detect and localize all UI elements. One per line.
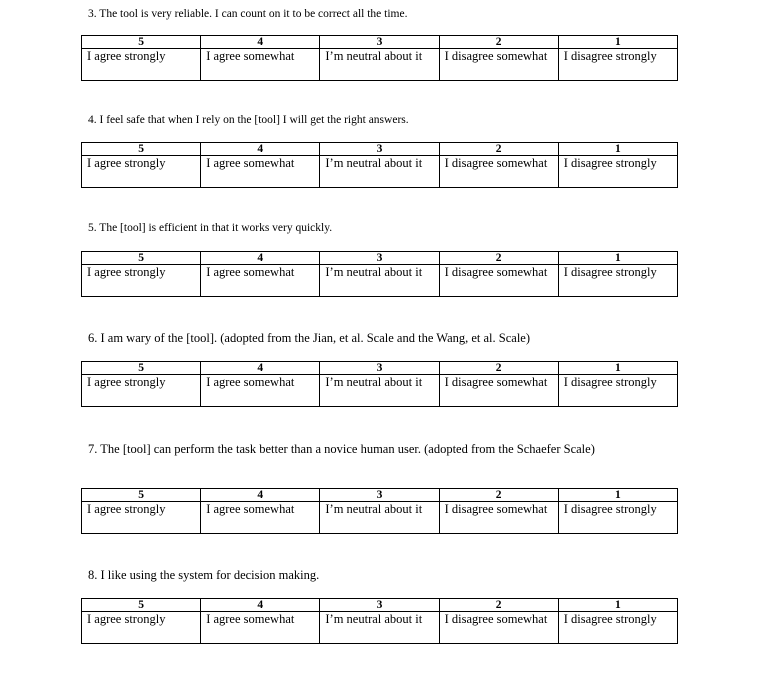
scale-number: 5	[82, 36, 201, 49]
scale-number: 1	[558, 143, 677, 156]
question-8-text: 8. I like using the system for decision making.	[88, 568, 320, 582]
scale-number: 2	[439, 252, 558, 265]
scale-label: I disagree somewhat	[439, 375, 558, 407]
scale-label: I agree strongly	[82, 612, 201, 644]
scale-number: 2	[439, 599, 558, 612]
scale-number: 5	[82, 362, 201, 375]
question-5-text: 5. The [tool] is efficient in that it works very quickly.	[88, 222, 333, 234]
scale-label: I disagree somewhat	[439, 612, 558, 644]
scale-number: 2	[439, 362, 558, 375]
scale-label: I’m neutral about it	[320, 612, 439, 644]
scale-label: I’m neutral about it	[320, 375, 439, 407]
scale-number: 2	[439, 143, 558, 156]
scale-label: I disagree strongly	[558, 502, 677, 534]
scale-label: I agree strongly	[82, 156, 201, 188]
scale-number: 2	[439, 36, 558, 49]
scale-label: I agree somewhat	[201, 375, 320, 407]
scale-number: 5	[82, 489, 201, 502]
scale-number: 5	[82, 143, 201, 156]
question-3-text: 3. The tool is very reliable. I can count on it to be correct all the time.	[88, 8, 408, 20]
scale-label: I disagree strongly	[558, 265, 677, 297]
scale-label: I agree somewhat	[201, 265, 320, 297]
question-3-scale-table	[81, 35, 678, 81]
question-7-scale-table	[81, 488, 678, 534]
question-8-scale-table	[81, 598, 678, 644]
scale-number: 3	[320, 599, 439, 612]
scale-label: I agree strongly	[82, 375, 201, 407]
scale-number: 4	[201, 36, 320, 49]
scale-label: I agree somewhat	[201, 612, 320, 644]
scale-label: I’m neutral about it	[320, 502, 439, 534]
scale-number: 1	[558, 36, 677, 49]
scale-number: 4	[201, 252, 320, 265]
question-7-text: 7. The [tool] can perform the task better than a novice human user. (adopted from the Schaefer Scale)	[88, 442, 595, 456]
scale-number: 1	[558, 599, 677, 612]
scale-label: I agree strongly	[82, 502, 201, 534]
scale-number: 3	[320, 36, 439, 49]
scale-number: 4	[201, 362, 320, 375]
question-6-text: 6. I am wary of the [tool]. (adopted from the Jian, et al. Scale and the Wang, et al. Scale)	[88, 331, 531, 345]
scale-label: I agree strongly	[82, 49, 201, 81]
scale-label: I disagree somewhat	[439, 49, 558, 81]
scale-label: I agree somewhat	[201, 156, 320, 188]
scale-label: I agree strongly	[82, 265, 201, 297]
scale-number: 1	[558, 252, 677, 265]
scale-number: 4	[201, 143, 320, 156]
scale-label: I agree somewhat	[201, 49, 320, 81]
scale-label: I agree somewhat	[201, 502, 320, 534]
scale-number: 4	[201, 489, 320, 502]
scale-label: I disagree strongly	[558, 156, 677, 188]
scale-number: 3	[320, 143, 439, 156]
scale-number: 3	[320, 252, 439, 265]
scale-number: 3	[320, 362, 439, 375]
scale-label: I’m neutral about it	[320, 156, 439, 188]
scale-number: 5	[82, 252, 201, 265]
scale-label: I disagree somewhat	[439, 156, 558, 188]
question-6-scale-table	[81, 361, 678, 407]
scale-label: I disagree strongly	[558, 375, 677, 407]
scale-number: 1	[558, 362, 677, 375]
question-4-text: 4. I feel safe that when I rely on the [tool] I will get the right answers.	[88, 114, 409, 126]
scale-label: I disagree strongly	[558, 49, 677, 81]
scale-number: 4	[201, 599, 320, 612]
scale-label: I’m neutral about it	[320, 265, 439, 297]
scale-label: I’m neutral about it	[320, 49, 439, 81]
scale-number: 5	[82, 599, 201, 612]
scale-label: I disagree somewhat	[439, 502, 558, 534]
scale-label: I disagree strongly	[558, 612, 677, 644]
question-4-scale-table	[81, 142, 678, 188]
scale-number: 2	[439, 489, 558, 502]
scale-number: 1	[558, 489, 677, 502]
scale-label: I disagree somewhat	[439, 265, 558, 297]
question-5-scale-table	[81, 251, 678, 297]
scale-number: 3	[320, 489, 439, 502]
